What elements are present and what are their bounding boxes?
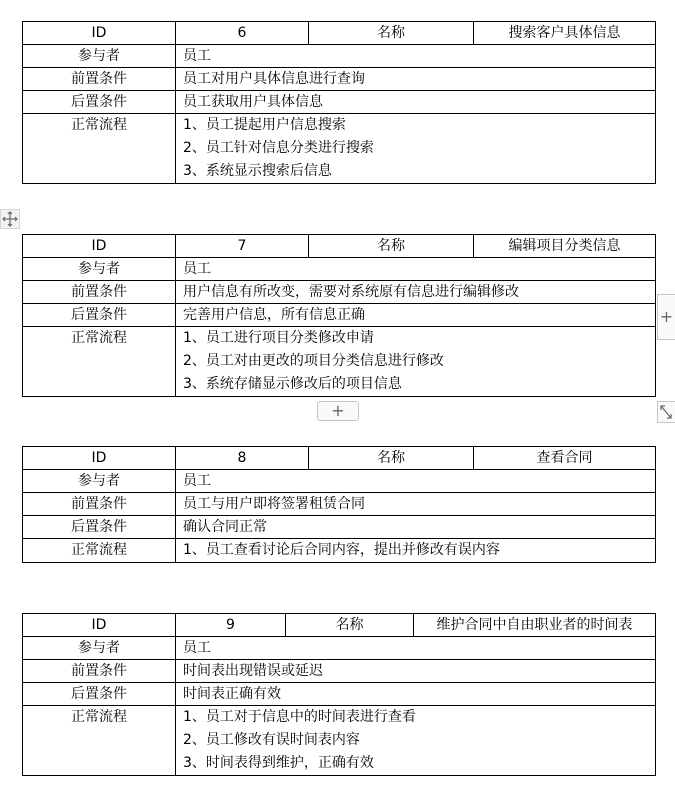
postcondition-label: 后置条件: [23, 304, 176, 327]
table-row: [23, 637, 656, 660]
postcondition-label: 后置条件: [23, 683, 176, 706]
table-row: [23, 683, 656, 706]
actor-label: 参与者: [23, 470, 176, 493]
table-row: [23, 493, 656, 516]
precondition-label: 前置条件: [23, 660, 176, 683]
name-label: 名称: [309, 235, 474, 258]
table-row: [23, 114, 656, 184]
table-row: [23, 470, 656, 493]
id-value[interactable]: 8: [176, 447, 309, 470]
actor-value[interactable]: 员工: [176, 258, 656, 281]
flow-step: 1、员工查看讨论后合同内容，提出并修改有误内容: [183, 542, 500, 558]
id-label: ID: [23, 235, 176, 258]
id-label: ID: [23, 22, 176, 45]
table-row: [23, 91, 656, 114]
actor-value[interactable]: 员工: [176, 637, 656, 660]
name-value[interactable]: 维护合同中自由职业者的时间表: [414, 614, 656, 637]
flow-step: 1、员工进行项目分类修改申请: [183, 330, 374, 346]
precondition-label: 前置条件: [23, 68, 176, 91]
actor-label: 参与者: [23, 637, 176, 660]
flow-label: 正常流程: [23, 539, 176, 563]
table-row: [23, 660, 656, 683]
use-case-table-7: [22, 234, 656, 397]
table-row: [23, 706, 656, 776]
id-value[interactable]: 7: [176, 235, 309, 258]
table-row: [23, 304, 656, 327]
plus-icon: +: [659, 307, 674, 326]
use-case-table-9: [22, 613, 656, 776]
table-row: [23, 68, 656, 91]
postcondition-value[interactable]: 时间表正确有效: [176, 683, 656, 706]
resize-arrows-icon: [658, 402, 674, 422]
table-row: [23, 447, 656, 470]
name-value[interactable]: 查看合同: [474, 447, 656, 470]
table-row: [23, 327, 656, 397]
precondition-value[interactable]: 员工对用户具体信息进行查询: [176, 68, 656, 91]
table-row: [23, 22, 656, 45]
id-label: ID: [23, 447, 176, 470]
flow-value[interactable]: [176, 114, 656, 184]
precondition-label: 前置条件: [23, 493, 176, 516]
name-label: 名称: [309, 22, 474, 45]
postcondition-value[interactable]: 完善用户信息，所有信息正确: [176, 304, 656, 327]
table-row: [23, 235, 656, 258]
flow-step: 3、系统存储显示修改后的项目信息: [183, 376, 402, 392]
id-value[interactable]: 9: [176, 614, 286, 637]
flow-step: 1、员工对于信息中的时间表进行查看: [183, 709, 416, 725]
add-column-button[interactable]: [657, 294, 675, 340]
precondition-label: 前置条件: [23, 281, 176, 304]
move-arrows-icon: [1, 210, 19, 228]
table-row: [23, 539, 656, 563]
actor-label: 参与者: [23, 45, 176, 68]
table-row: [23, 614, 656, 637]
name-label: 名称: [309, 447, 474, 470]
name-value[interactable]: 编辑项目分类信息: [474, 235, 656, 258]
postcondition-label: 后置条件: [23, 91, 176, 114]
flow-value[interactable]: [176, 706, 656, 776]
add-row-button[interactable]: [317, 401, 359, 421]
flow-step: 3、时间表得到维护，正确有效: [183, 755, 374, 771]
table-row: [23, 516, 656, 539]
precondition-value[interactable]: 用户信息有所改变，需要对系统原有信息进行编辑修改: [176, 281, 656, 304]
use-case-table-6: [22, 21, 656, 184]
name-value[interactable]: 搜索客户具体信息: [474, 22, 656, 45]
flow-label: 正常流程: [23, 706, 176, 776]
flow-value[interactable]: [176, 327, 656, 397]
plus-icon: +: [331, 401, 345, 420]
table-resize-handle[interactable]: [657, 401, 675, 423]
flow-step: 2、员工对由更改的项目分类信息进行修改: [183, 353, 444, 369]
flow-label: 正常流程: [23, 327, 176, 397]
precondition-value[interactable]: 员工与用户即将签署租赁合同: [176, 493, 656, 516]
postcondition-value[interactable]: 员工获取用户具体信息: [176, 91, 656, 114]
actor-value[interactable]: 员工: [176, 470, 656, 493]
flow-step: 2、员工修改有误时间表内容: [183, 732, 360, 748]
table-row: [23, 45, 656, 68]
actor-label: 参与者: [23, 258, 176, 281]
flow-step: 1、员工提起用户信息搜索: [183, 117, 346, 133]
id-label: ID: [23, 614, 176, 637]
use-case-table-8: [22, 446, 656, 563]
flow-value[interactable]: [176, 539, 656, 563]
flow-label: 正常流程: [23, 114, 176, 184]
precondition-value[interactable]: 时间表出现错误或延迟: [176, 660, 656, 683]
table-row: [23, 258, 656, 281]
table-row: [23, 281, 656, 304]
flow-step: 3、系统显示搜索后信息: [183, 163, 332, 179]
actor-value[interactable]: 员工: [176, 45, 656, 68]
id-value[interactable]: 6: [176, 22, 309, 45]
table-move-handle[interactable]: [0, 209, 20, 229]
postcondition-value[interactable]: 确认合同正常: [176, 516, 656, 539]
flow-step: 2、员工针对信息分类进行搜索: [183, 140, 374, 156]
postcondition-label: 后置条件: [23, 516, 176, 539]
name-label: 名称: [286, 614, 414, 637]
